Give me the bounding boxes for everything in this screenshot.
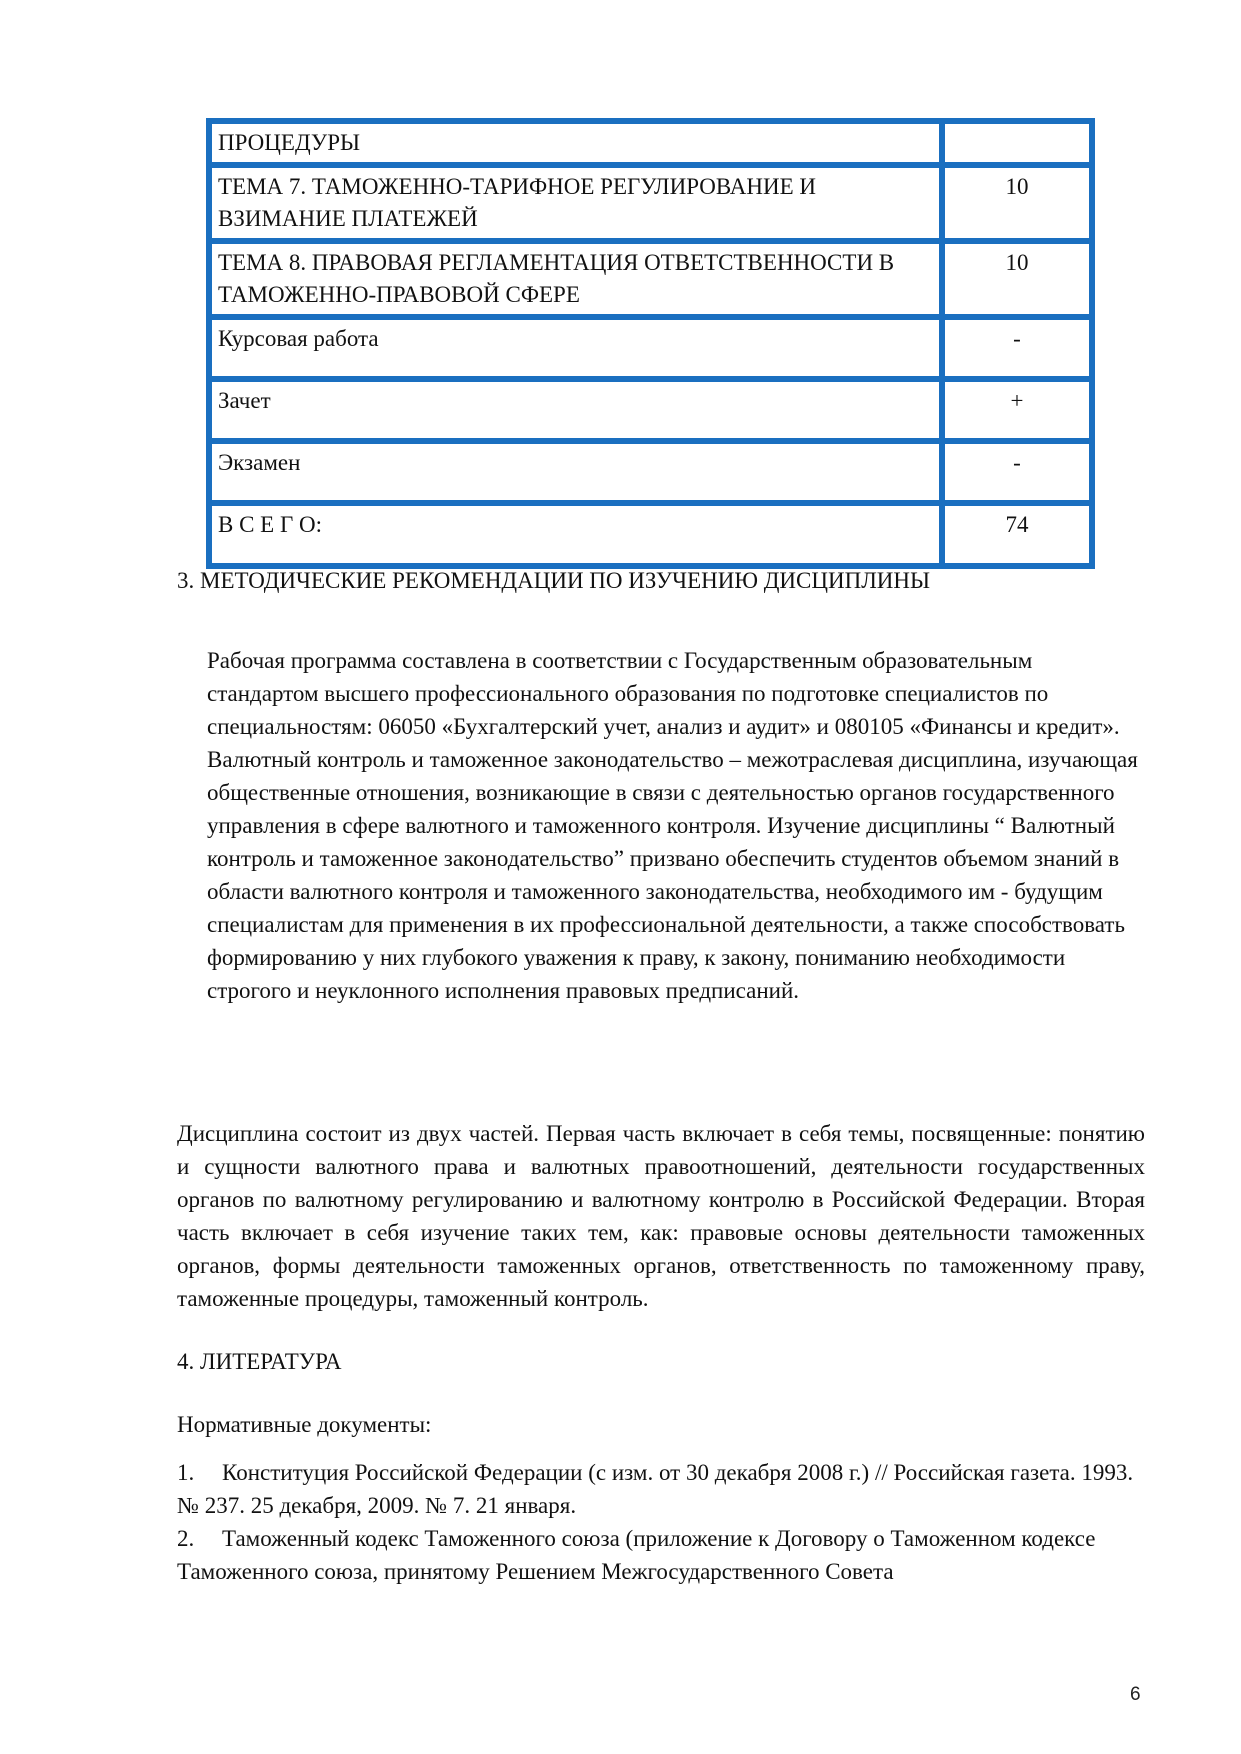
row-value: - (942, 317, 1092, 379)
paragraph-discipline-parts: Дисциплина состоит из двух частей. Первая часть включает в себя темы, посвященные: понятию и сущности валютного права и валютных правоотношений, деятельности государственных органов по валютному регулированию и валютному контролю в Российской Федерации. Вторая часть включает в себя изучение таких тем, как: правовые основы деятельности таможенных органов, формы деятельности таможенных органов, ответственность по таможенному праву, таможенные процедуры, таможенный контроль. (177, 1121, 1145, 1311)
row-value: - (942, 441, 1092, 503)
section-heading: 3. МЕТОДИЧЕСКИЕ РЕКОМЕНДАЦИИ ПО ИЗУЧЕНИЮ ДИСЦИПЛИНЫ (177, 568, 931, 593)
table-row (209, 165, 1092, 241)
table-row (209, 241, 1092, 317)
row-name: Курсовая работа (209, 317, 942, 379)
table-row (209, 317, 1092, 379)
paragraph-program-description: Рабочая программа составлена в соответствии с Государственным образовательным стандартом высшего профессионального образования по подготовке специалистов по специальностям: 06050 «Бухгалтерский учет, анализ и аудит» и 080105 «Финансы и кредит». Валютный контроль и таможенное законодательство – межотраслевая дисциплина, изучающая общественные отношения, возникающие в связи с деятельностью органов государственного управления в сфере валютного и таможенного контроля. Изучение дисциплины “ Валютный контроль и таможенное законодательство” призвано обеспечить студентов объемом знаний в области валютного контроля и таможенного законодательства, необходимого им - будущим специалистам для применения в их профессиональной деятельности, а также способствовать формированию у них глубокого уважения к праву, к закону, пониманию необходимости строгого и неуклонного исполнения правовых предписаний. (207, 648, 1138, 1003)
table-row (209, 121, 1092, 165)
literature-list (177, 1456, 1145, 1588)
hours-table (206, 118, 1095, 569)
row-value (942, 121, 1092, 165)
list-item-number: 2. (177, 1526, 195, 1551)
row-name: ТЕМА 7. ТАМОЖЕННО-ТАРИФНОЕ РЕГУЛИРОВАНИЕ И ВЗИМАНИЕ ПЛАТЕЖЕЙ (209, 165, 942, 241)
row-name: ТЕМА 8. ПРАВОВАЯ РЕГЛАМЕНТАЦИЯ ОТВЕТСТВЕННОСТИ В ТАМОЖЕННО-ПРАВОВОЙ СФЕРЕ (209, 241, 942, 317)
subsection-heading: Нормативные документы: (177, 1412, 432, 1437)
row-name: Зачет (209, 379, 942, 441)
row-value: + (942, 379, 1092, 441)
list-item (177, 1522, 1145, 1588)
list-item-text: Конституция Российской Федерации (с изм. от 30 декабря 2008 г.) // Российская газета. 1993. № 237. 25 декабря, 2009. № 7. 21 января. (177, 1460, 1134, 1518)
row-name: ПРОЦЕДУРЫ (209, 121, 942, 165)
list-item-number: 1. (177, 1460, 195, 1485)
table-row (209, 441, 1092, 503)
table-row (209, 379, 1092, 441)
row-name: В С Е Г О: (209, 503, 942, 566)
row-value: 10 (942, 165, 1092, 241)
table-row (209, 503, 1092, 566)
list-item-text: Таможенный кодекс Таможенного союза (приложение к Договору о Таможенном кодексе Таможенного союза, принятому Решением Межгосударственного Совета (177, 1526, 1096, 1584)
row-name: Экзамен (209, 441, 942, 503)
section-heading: 4. ЛИТЕРАТУРА (177, 1349, 342, 1374)
list-item (177, 1456, 1145, 1522)
row-value: 10 (942, 241, 1092, 317)
page-number: 6 (1130, 1684, 1141, 1705)
row-value: 74 (942, 503, 1092, 566)
